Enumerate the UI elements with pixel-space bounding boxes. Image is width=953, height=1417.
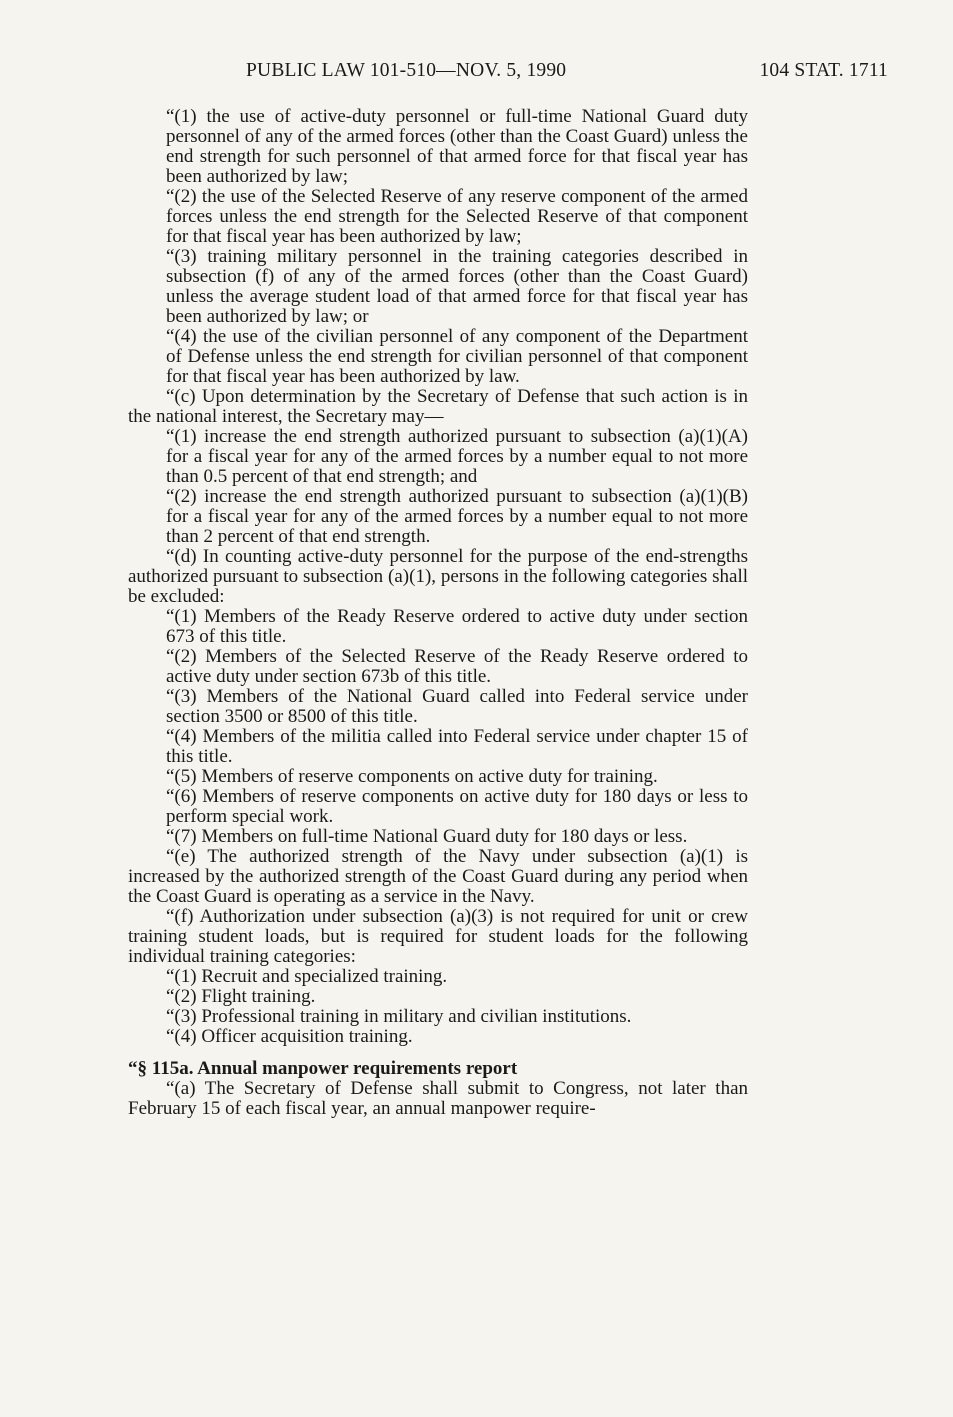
paragraph-f4: “(4) Officer acquisition training. [166,1026,413,1047]
page-header [128,60,888,86]
paragraph-115a-a: “(a) The Secretary of Defense shall submit to Congress, not later than February 15 of each fiscal year, an annual manpower require- [128,1078,748,1119]
paragraph-c: “(c) Upon determination by the Secretary of Defense that such action is in the national interest, the Secretary may— [128,386,748,427]
paragraph-c2: “(2) increase the end strength authorized pursuant to subsection (a)(1)(B) for a fiscal year for any of the armed forces by a number equal to not more than 2 percent of that end strength. [166,486,748,547]
paragraph-b3: “(3) training military personnel in the training categories described in subsection (f) of any of the armed forces (other than the Coast Guard) unless the average student load of that armed force for that fiscal year has been authorized by law; or [166,246,748,327]
paragraph-f2: “(2) Flight training. [166,986,316,1007]
public-law-citation: PUBLIC LAW 101-510—NOV. 5, 1990 [246,60,567,81]
paragraph-d4: “(4) Members of the militia called into Federal service under chapter 15 of this title. [166,726,748,767]
section-heading-115a: “§ 115a. Annual manpower requirements report [128,1058,518,1079]
paragraph-d: “(d) In counting active-duty personnel for the purpose of the end-strengths authorized pursuant to subsection (a)(1), persons in the following categories shall be excluded: [128,546,748,607]
paragraph-e: “(e) The authorized strength of the Navy under subsection (a)(1) is increased by the authorized strength of the Coast Guard during any period when the Coast Guard is operating as a service in the Navy. [128,846,748,907]
paragraph-d2: “(2) Members of the Selected Reserve of the Ready Reserve ordered to active duty under section 673b of this title. [166,646,748,687]
paragraph-d5: “(5) Members of reserve components on active duty for training. [166,766,658,787]
paragraph-d6: “(6) Members of reserve components on active duty for 180 days or less to perform special work. [166,786,748,827]
statute-page-number: 104 STAT. 1711 [759,60,888,81]
paragraph-f1: “(1) Recruit and specialized training. [166,966,448,987]
paragraph-b4: “(4) the use of the civilian personnel of any component of the Department of Defense unless the end strength for civilian personnel of that component for that fiscal year has been authorized by law. [166,326,748,387]
paragraph-f: “(f) Authorization under subsection (a)(3) is not required for unit or crew training student loads, but is required for student loads for the following individual training categories: [128,906,748,967]
statute-body [128,107,748,1119]
paragraph-f3: “(3) Professional training in military and civilian institutions. [166,1006,632,1027]
paragraph-b2: “(2) the use of the Selected Reserve of any reserve component of the armed forces unless the end strength for the Selected Reserve of that component for that fiscal year has been authorized by law; [166,186,748,247]
paragraph-d3: “(3) Members of the National Guard called into Federal service under section 3500 or 8500 of this title. [166,686,748,727]
paragraph-b1: “(1) the use of active-duty personnel or full-time National Guard duty personnel of any of the armed forces (other than the Coast Guard) unless the end strength for such personnel of that armed force for that fiscal year has been authorized by law; [166,106,748,187]
paragraph-d7: “(7) Members on full-time National Guard duty for 180 days or less. [166,826,688,847]
paragraph-c1: “(1) increase the end strength authorized pursuant to subsection (a)(1)(A) for a fiscal year for any of the armed forces by a number equal to not more than 0.5 percent of that end strength; and [166,426,748,487]
paragraph-d1: “(1) Members of the Ready Reserve ordered to active duty under section 673 of this title. [166,606,748,647]
